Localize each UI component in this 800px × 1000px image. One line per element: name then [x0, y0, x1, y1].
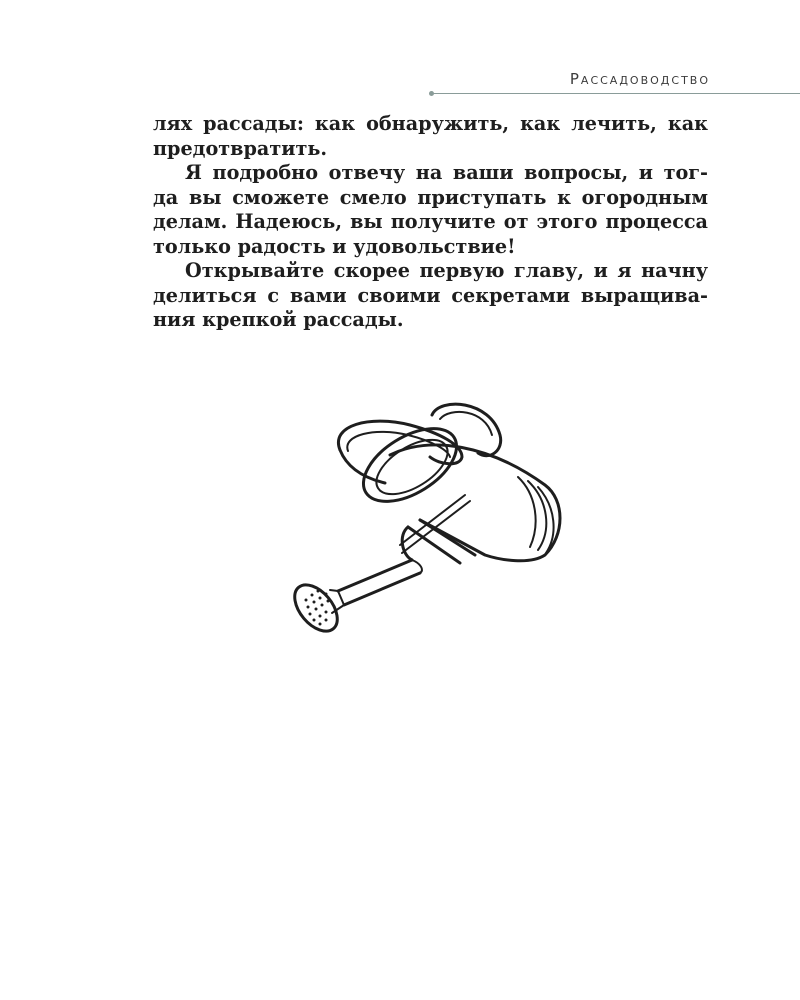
text-line: да вы сможете смело приступать к огородным — [153, 185, 708, 209]
text-line: делам. Надеюсь, вы получите от этого процесса — [153, 210, 708, 233]
text-line: Открывайте скорее первую главу, и я начну — [185, 259, 708, 282]
header-rule — [431, 93, 800, 94]
watering-can-icon — [290, 395, 580, 649]
text-line: Я подробно отвечу на ваши вопросы, и тог- — [185, 161, 708, 184]
text-line: предотвратить. — [153, 136, 328, 160]
running-header: Рассадоводство — [569, 70, 710, 88]
text-line: ния крепкой рассады. — [153, 308, 404, 331]
text-line: только радость и удовольствие! — [153, 234, 516, 258]
body-text — [153, 112, 708, 333]
text-line: ляx рассады: как обнаружить, как лечить, как — [153, 112, 708, 135]
text-line: делиться с вами своими секретами выращива- — [153, 283, 708, 307]
